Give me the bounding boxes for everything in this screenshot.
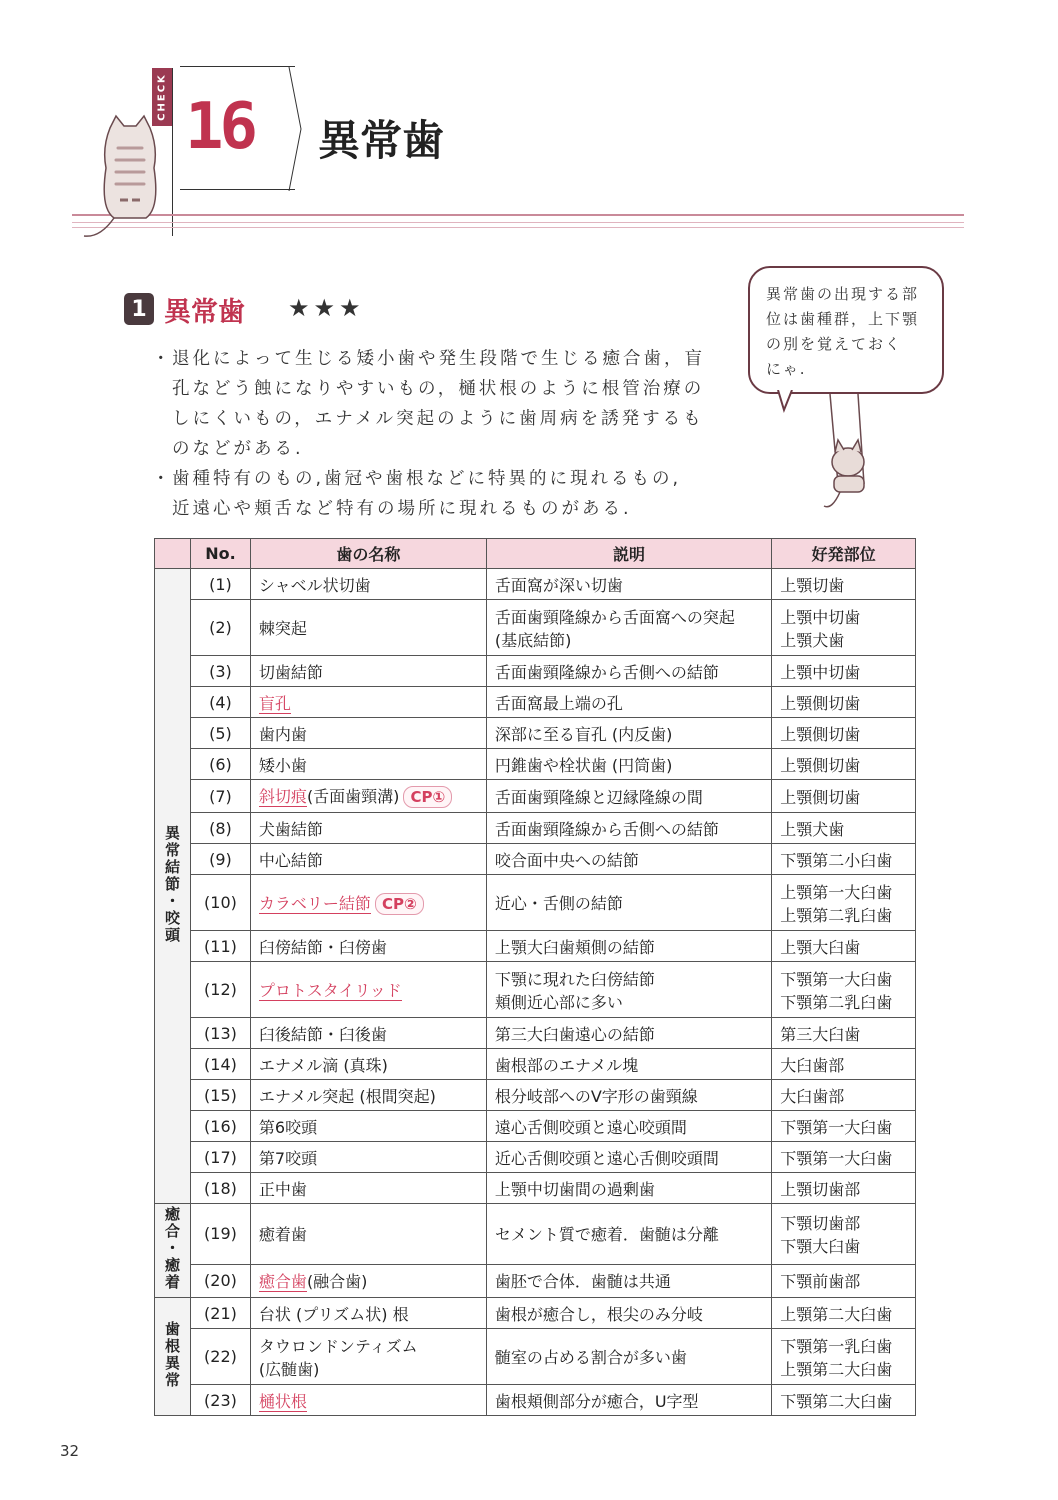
name-cell: 棘突起: [250, 600, 486, 656]
table-header: 歯の名称: [250, 539, 486, 569]
site-line: 上顎第二乳臼歯: [780, 905, 893, 925]
site-line: 下顎第二乳臼歯: [780, 992, 893, 1012]
name-cell: 第7咬頭: [250, 1142, 486, 1173]
site-line: 下顎大臼歯: [780, 1236, 861, 1256]
header-divider: [172, 68, 173, 236]
desc-cell: 歯胚で合体．歯髄は共通: [486, 1264, 771, 1298]
category-cell: [155, 1204, 191, 1298]
bullet-line: 退化によって生じる矮小歯や発生段階で生じる癒合歯，盲: [172, 349, 705, 369]
no-cell: (6): [190, 749, 250, 780]
desc-cell: 遠心舌側咬頭と遠心咬頭間: [486, 1111, 771, 1142]
key-term: カラベリー結節: [258, 893, 371, 913]
bullet-line: のなどがある.: [172, 439, 304, 459]
table-row: [155, 1173, 916, 1204]
site-cell: 上顎側切歯: [772, 780, 916, 813]
header-rule-thin: [72, 222, 964, 223]
speech-bubble: [748, 266, 944, 394]
bubble-line: の別を覚えておく: [766, 335, 903, 353]
table-row: [155, 1298, 916, 1329]
table-row: [155, 875, 916, 931]
no-cell: (22): [190, 1329, 250, 1385]
key-term: 樋状根: [258, 1391, 307, 1411]
no-cell: (23): [190, 1385, 250, 1416]
bullet-list: [152, 344, 722, 524]
no-cell: (1): [190, 569, 250, 600]
bubble-line: 位は歯種群，上下顎: [766, 310, 920, 328]
no-cell: (13): [190, 1018, 250, 1049]
chapter-title: 異常歯: [318, 116, 445, 165]
name-cell: 臼後結節・臼後歯: [250, 1018, 486, 1049]
desc-cell: 円錐歯や栓状歯 (円筒歯): [486, 749, 771, 780]
table-row: [155, 962, 916, 1018]
name-cell: 台状 (プリズム状) 根: [250, 1298, 486, 1329]
table-header: 説明: [486, 539, 771, 569]
desc-cell: 髄室の占める割合が多い歯: [486, 1329, 771, 1385]
cat-illustration-icon: [70, 108, 170, 248]
table-row: [155, 844, 916, 875]
checkpoint-badge: CP②: [375, 893, 424, 915]
name-cell: 歯内歯: [250, 718, 486, 749]
table-row: [155, 1204, 916, 1265]
key-term: 癒合歯: [258, 1272, 307, 1292]
no-cell: (11): [190, 931, 250, 962]
check-label: CHECK: [156, 73, 168, 121]
header-rule-thin: [72, 227, 964, 228]
name-suffix: (舌面歯頸溝): [306, 787, 400, 806]
name-cell: 臼傍結節・臼傍歯: [250, 931, 486, 962]
no-cell: (8): [190, 813, 250, 844]
table-row: [155, 1385, 916, 1416]
bullet-item: [152, 464, 722, 524]
site-cell: 大臼歯部: [772, 1080, 916, 1111]
name-cell: [250, 962, 486, 1018]
site-cell: 下顎第一大臼歯: [772, 1111, 916, 1142]
bullet-line: 孔などう蝕になりやすいもの，樋状根のように根管治療の: [172, 379, 705, 399]
category-label: 歯根異常: [162, 1320, 181, 1389]
site-line: 下顎第一大臼歯: [780, 969, 893, 989]
desc-cell: 舌面歯頸隆線から舌側への結節: [486, 656, 771, 687]
page-number: 32: [60, 1442, 80, 1460]
table-row: [155, 1329, 916, 1385]
site-cell: 上顎中切歯: [772, 656, 916, 687]
site-line: 上顎第二大臼歯: [780, 1359, 893, 1379]
table-row: [155, 931, 916, 962]
desc-cell: 近心・舌側の結節: [486, 875, 771, 931]
name-cell: シャベル状切歯: [250, 569, 486, 600]
site-cell: 上顎犬歯: [772, 813, 916, 844]
table-header: [155, 539, 191, 569]
header-rule: [72, 214, 964, 216]
name-cell: 中心結節: [250, 844, 486, 875]
site-cell: 下顎第二小臼歯: [772, 844, 916, 875]
table-row: [155, 749, 916, 780]
desc-cell: 舌面窩が深い切歯: [486, 569, 771, 600]
site-line: 下顎切歯部: [780, 1213, 861, 1233]
site-cell: 上顎第二大臼歯: [772, 1298, 916, 1329]
table-row: [155, 656, 916, 687]
no-cell: (2): [190, 600, 250, 656]
site-cell: [772, 1329, 916, 1385]
desc-cell: 歯根部のエナメル塊: [486, 1049, 771, 1080]
table-row: [155, 1111, 916, 1142]
no-cell: (12): [190, 962, 250, 1018]
site-line: 下顎第一乳臼歯: [780, 1336, 893, 1356]
site-cell: 上顎側切歯: [772, 749, 916, 780]
site-cell: 上顎切歯: [772, 569, 916, 600]
no-cell: (5): [190, 718, 250, 749]
table-row: [155, 1142, 916, 1173]
no-cell: (15): [190, 1080, 250, 1111]
category-label: 癒合・癒着: [162, 1206, 181, 1291]
desc-cell: 舌面窩最上端の孔: [486, 687, 771, 718]
desc-cell: 根分岐部へのV字形の歯頸線: [486, 1080, 771, 1111]
chapter-number: 16: [185, 90, 255, 164]
desc-line: 頬側近心部に多い: [494, 992, 623, 1012]
bubble-line: にゃ.: [766, 360, 807, 378]
category-label: 異常結節・咬頭: [162, 824, 181, 944]
name-cell: 正中歯: [250, 1173, 486, 1204]
table-header: No.: [190, 539, 250, 569]
site-cell: 大臼歯部: [772, 1049, 916, 1080]
site-line: 上顎第一大臼歯: [780, 882, 893, 902]
abnormal-teeth-table: [154, 538, 916, 1416]
no-cell: (20): [190, 1264, 250, 1298]
bullet-item: [152, 344, 722, 464]
bullet-line: 近遠心や頬舌など特有の場所に現れるものがある.: [172, 499, 632, 519]
table-row: [155, 687, 916, 718]
table-row: [155, 813, 916, 844]
name-cell: 犬歯結節: [250, 813, 486, 844]
name-cell: [250, 780, 486, 813]
desc-cell: [486, 962, 771, 1018]
site-cell: [772, 600, 916, 656]
no-cell: (14): [190, 1049, 250, 1080]
table-row: [155, 1264, 916, 1298]
no-cell: (10): [190, 875, 250, 931]
desc-line: 舌面歯頸隆線から舌面窩への突起: [494, 607, 735, 627]
desc-line: (基底結節): [494, 630, 572, 650]
site-cell: 下顎第二大臼歯: [772, 1385, 916, 1416]
no-cell: (18): [190, 1173, 250, 1204]
category-cell: [155, 569, 191, 1204]
name-cell: エナメル突起 (根間突起): [250, 1080, 486, 1111]
section-title: 異常歯: [164, 297, 245, 328]
name-line: (広髄歯): [258, 1359, 320, 1379]
bullet-mark: ・: [152, 469, 173, 489]
name-cell: [250, 875, 486, 931]
name-cell: [250, 1385, 486, 1416]
chevron-decoration-icon: [287, 67, 307, 191]
site-line: 上顎犬歯: [780, 630, 845, 650]
bullet-mark: ・: [152, 349, 173, 369]
desc-cell: 歯根が癒合し，根尖のみ分岐: [486, 1298, 771, 1329]
table-row: [155, 569, 916, 600]
desc-cell: 舌面歯頸隆線と辺縁隆線の間: [486, 780, 771, 813]
no-cell: (3): [190, 656, 250, 687]
desc-line: 下顎に現れた臼傍結節: [494, 969, 655, 989]
bubble-line: 異常歯の出現する部: [766, 285, 920, 303]
no-cell: (9): [190, 844, 250, 875]
bullet-line: しにくいもの，エナメル突起のように歯周病を誘発するも: [172, 409, 704, 429]
name-cell: 第6咬頭: [250, 1111, 486, 1142]
no-cell: (17): [190, 1142, 250, 1173]
site-cell: 上顎側切歯: [772, 687, 916, 718]
name-cell: [250, 687, 486, 718]
swinging-cat-icon: [818, 394, 888, 518]
desc-cell: 上顎大臼歯頬側の結節: [486, 931, 771, 962]
table-header: 好発部位: [772, 539, 916, 569]
importance-stars: ★★★: [288, 294, 365, 322]
desc-cell: 深部に至る盲孔 (内反歯): [486, 718, 771, 749]
table-header-row: [155, 539, 916, 569]
site-line: 上顎中切歯: [780, 607, 861, 627]
table-row: [155, 1018, 916, 1049]
desc-cell: 咬合面中央への結節: [486, 844, 771, 875]
site-cell: 第三大臼歯: [772, 1018, 916, 1049]
site-cell: [772, 962, 916, 1018]
key-term: 盲孔: [258, 693, 291, 713]
site-cell: 上顎大臼歯: [772, 931, 916, 962]
table-row: [155, 1049, 916, 1080]
site-cell: [772, 1204, 916, 1265]
table-row: [155, 1080, 916, 1111]
category-cell: [155, 1298, 191, 1416]
desc-cell: [486, 600, 771, 656]
site-cell: 上顎側切歯: [772, 718, 916, 749]
name-cell: [250, 1264, 486, 1298]
checkpoint-badge: CP①: [403, 786, 452, 808]
table-row: [155, 600, 916, 656]
site-cell: 上顎切歯部: [772, 1173, 916, 1204]
desc-cell: 舌面歯頸隆線から舌側への結節: [486, 813, 771, 844]
name-cell: 矮小歯: [250, 749, 486, 780]
desc-cell: 第三大臼歯遠心の結節: [486, 1018, 771, 1049]
name-cell: 癒着歯: [250, 1204, 486, 1265]
name-suffix: (融合歯): [306, 1272, 368, 1292]
site-cell: 下顎第一大臼歯: [772, 1142, 916, 1173]
site-cell: 下顎前歯部: [772, 1264, 916, 1298]
name-cell: エナメル滴 (真珠): [250, 1049, 486, 1080]
bullet-line: 歯種特有のもの,歯冠や歯根などに特異的に現れるもの,: [172, 469, 682, 489]
no-cell: (19): [190, 1204, 250, 1265]
desc-cell: 上顎中切歯間の過剰歯: [486, 1173, 771, 1204]
desc-cell: セメント質で癒着．歯髄は分離: [486, 1204, 771, 1265]
no-cell: (21): [190, 1298, 250, 1329]
name-cell: 切歯結節: [250, 656, 486, 687]
name-cell: [250, 1329, 486, 1385]
bubble-tail-icon: [776, 390, 796, 414]
table-row: [155, 718, 916, 749]
key-term: 斜切痕: [258, 787, 307, 806]
desc-cell: 歯根頬側部分が癒合，U字型: [486, 1385, 771, 1416]
site-cell: [772, 875, 916, 931]
table-row: [155, 780, 916, 813]
name-line: タウロンドンティズム: [258, 1336, 418, 1356]
no-cell: (7): [190, 780, 250, 813]
key-term: プロトスタイリッド: [258, 981, 402, 1000]
section-number-badge: 1: [124, 293, 154, 325]
no-cell: (4): [190, 687, 250, 718]
no-cell: (16): [190, 1111, 250, 1142]
desc-cell: 近心舌側咬頭と遠心舌側咬頭間: [486, 1142, 771, 1173]
